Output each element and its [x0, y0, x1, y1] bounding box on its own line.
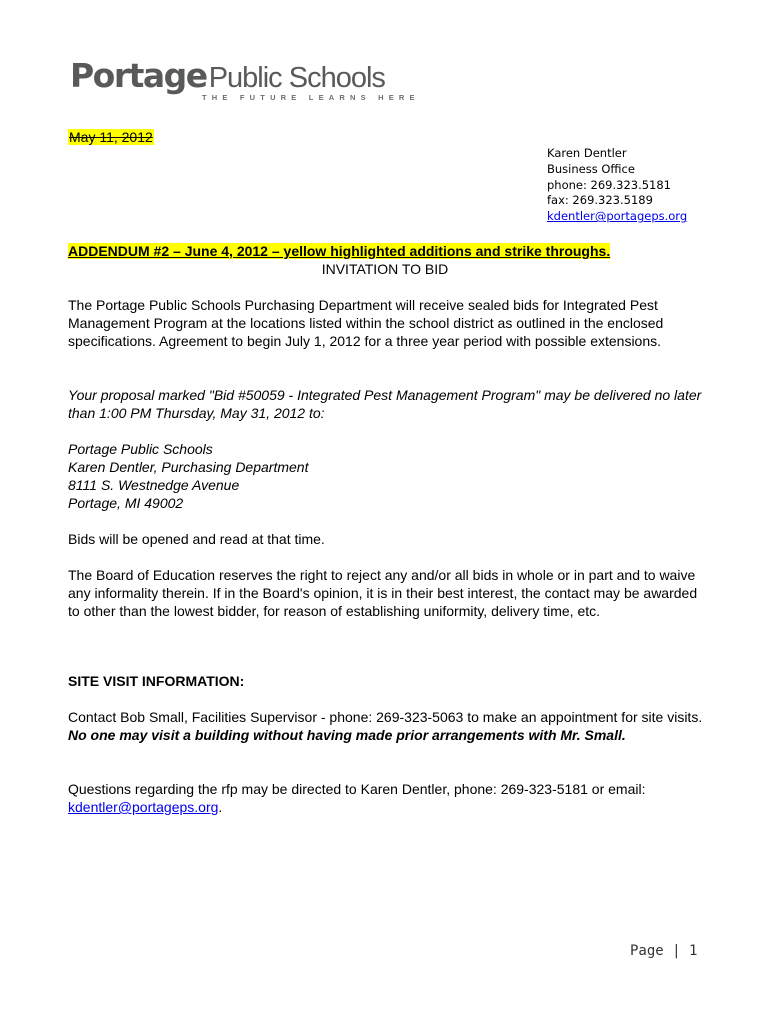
logo-tagline: THE FUTURE LEARNS HERE — [202, 93, 420, 102]
address-line-3: 8111 S. Westnedge Avenue — [68, 477, 240, 493]
contact-block — [547, 146, 687, 225]
contact-fax: fax: 269.323.5189 — [547, 193, 653, 208]
questions-email-link[interactable]: kdentler@portageps.org — [68, 799, 219, 815]
address-line-4: Portage, MI 49002 — [68, 495, 184, 511]
contact-name: Karen Dentler — [547, 146, 627, 160]
contact-office: Business Office — [547, 161, 635, 176]
questions-text: Questions regarding the rfp may be directed to Karen Dentler, phone: 269-323-5181 or email: — [68, 781, 646, 797]
logo-word-public-schools: Public Schools — [208, 62, 385, 94]
address-line-1: Portage Public Schools — [68, 441, 213, 457]
portage-logo — [70, 56, 385, 95]
page-number: Page | 1 — [630, 943, 698, 959]
questions-end: . — [218, 799, 223, 815]
address-line-2: Karen Dentler, Purchasing Department — [68, 459, 309, 475]
questions-paragraph — [68, 780, 708, 816]
contact-email-link[interactable]: kdentler@portageps.org — [547, 209, 688, 224]
proposal-paragraph: Your proposal marked "Bid #50059 - Integrated Pest Management Program" may be delivered no later than 1:00 PM Thursday, May 31, 2012 to: — [68, 387, 702, 421]
contact-phone: phone: 269.323.5181 — [547, 177, 671, 192]
bids-opened-paragraph: Bids will be opened and read at that time. — [68, 531, 325, 547]
intro-paragraph: The Portage Public Schools Purchasing Department will receive sealed bids for Integrated Pest Management Program at the locations listed within the school district as outlined in the enclosed specifications. Agreement to begin July 1, 2012 for a three year period with possible extensions. — [68, 297, 664, 349]
logo-word-portage: Portage — [70, 56, 207, 95]
document-date: May 11, 2012 — [69, 129, 153, 145]
document-title: INVITATION TO BID — [321, 261, 449, 277]
site-visit-paragraph — [68, 708, 708, 744]
site-visit-warning: No one may visit a building without having made prior arrangements with Mr. Small. — [68, 727, 626, 743]
site-visit-heading: SITE VISIT INFORMATION: — [68, 673, 245, 689]
board-paragraph: The Board of Education reserves the right to reject any and/or all bids in whole or in part and to waive any informality therein. If in the Board's opinion, it is in their best interest, the contact may be awarded to other than the lowest bidder, for reason of establishing uniformity, delivery time, etc. — [68, 567, 698, 619]
site-visit-text: Contact Bob Small, Facilities Supervisor - phone: 269-323-5063 to make an appointment for site visits. — [68, 709, 703, 725]
addendum-notice: ADDENDUM #2 – June 4, 2012 – yellow highlighted additions and strike throughs. — [68, 243, 611, 259]
delivery-address — [68, 440, 708, 512]
